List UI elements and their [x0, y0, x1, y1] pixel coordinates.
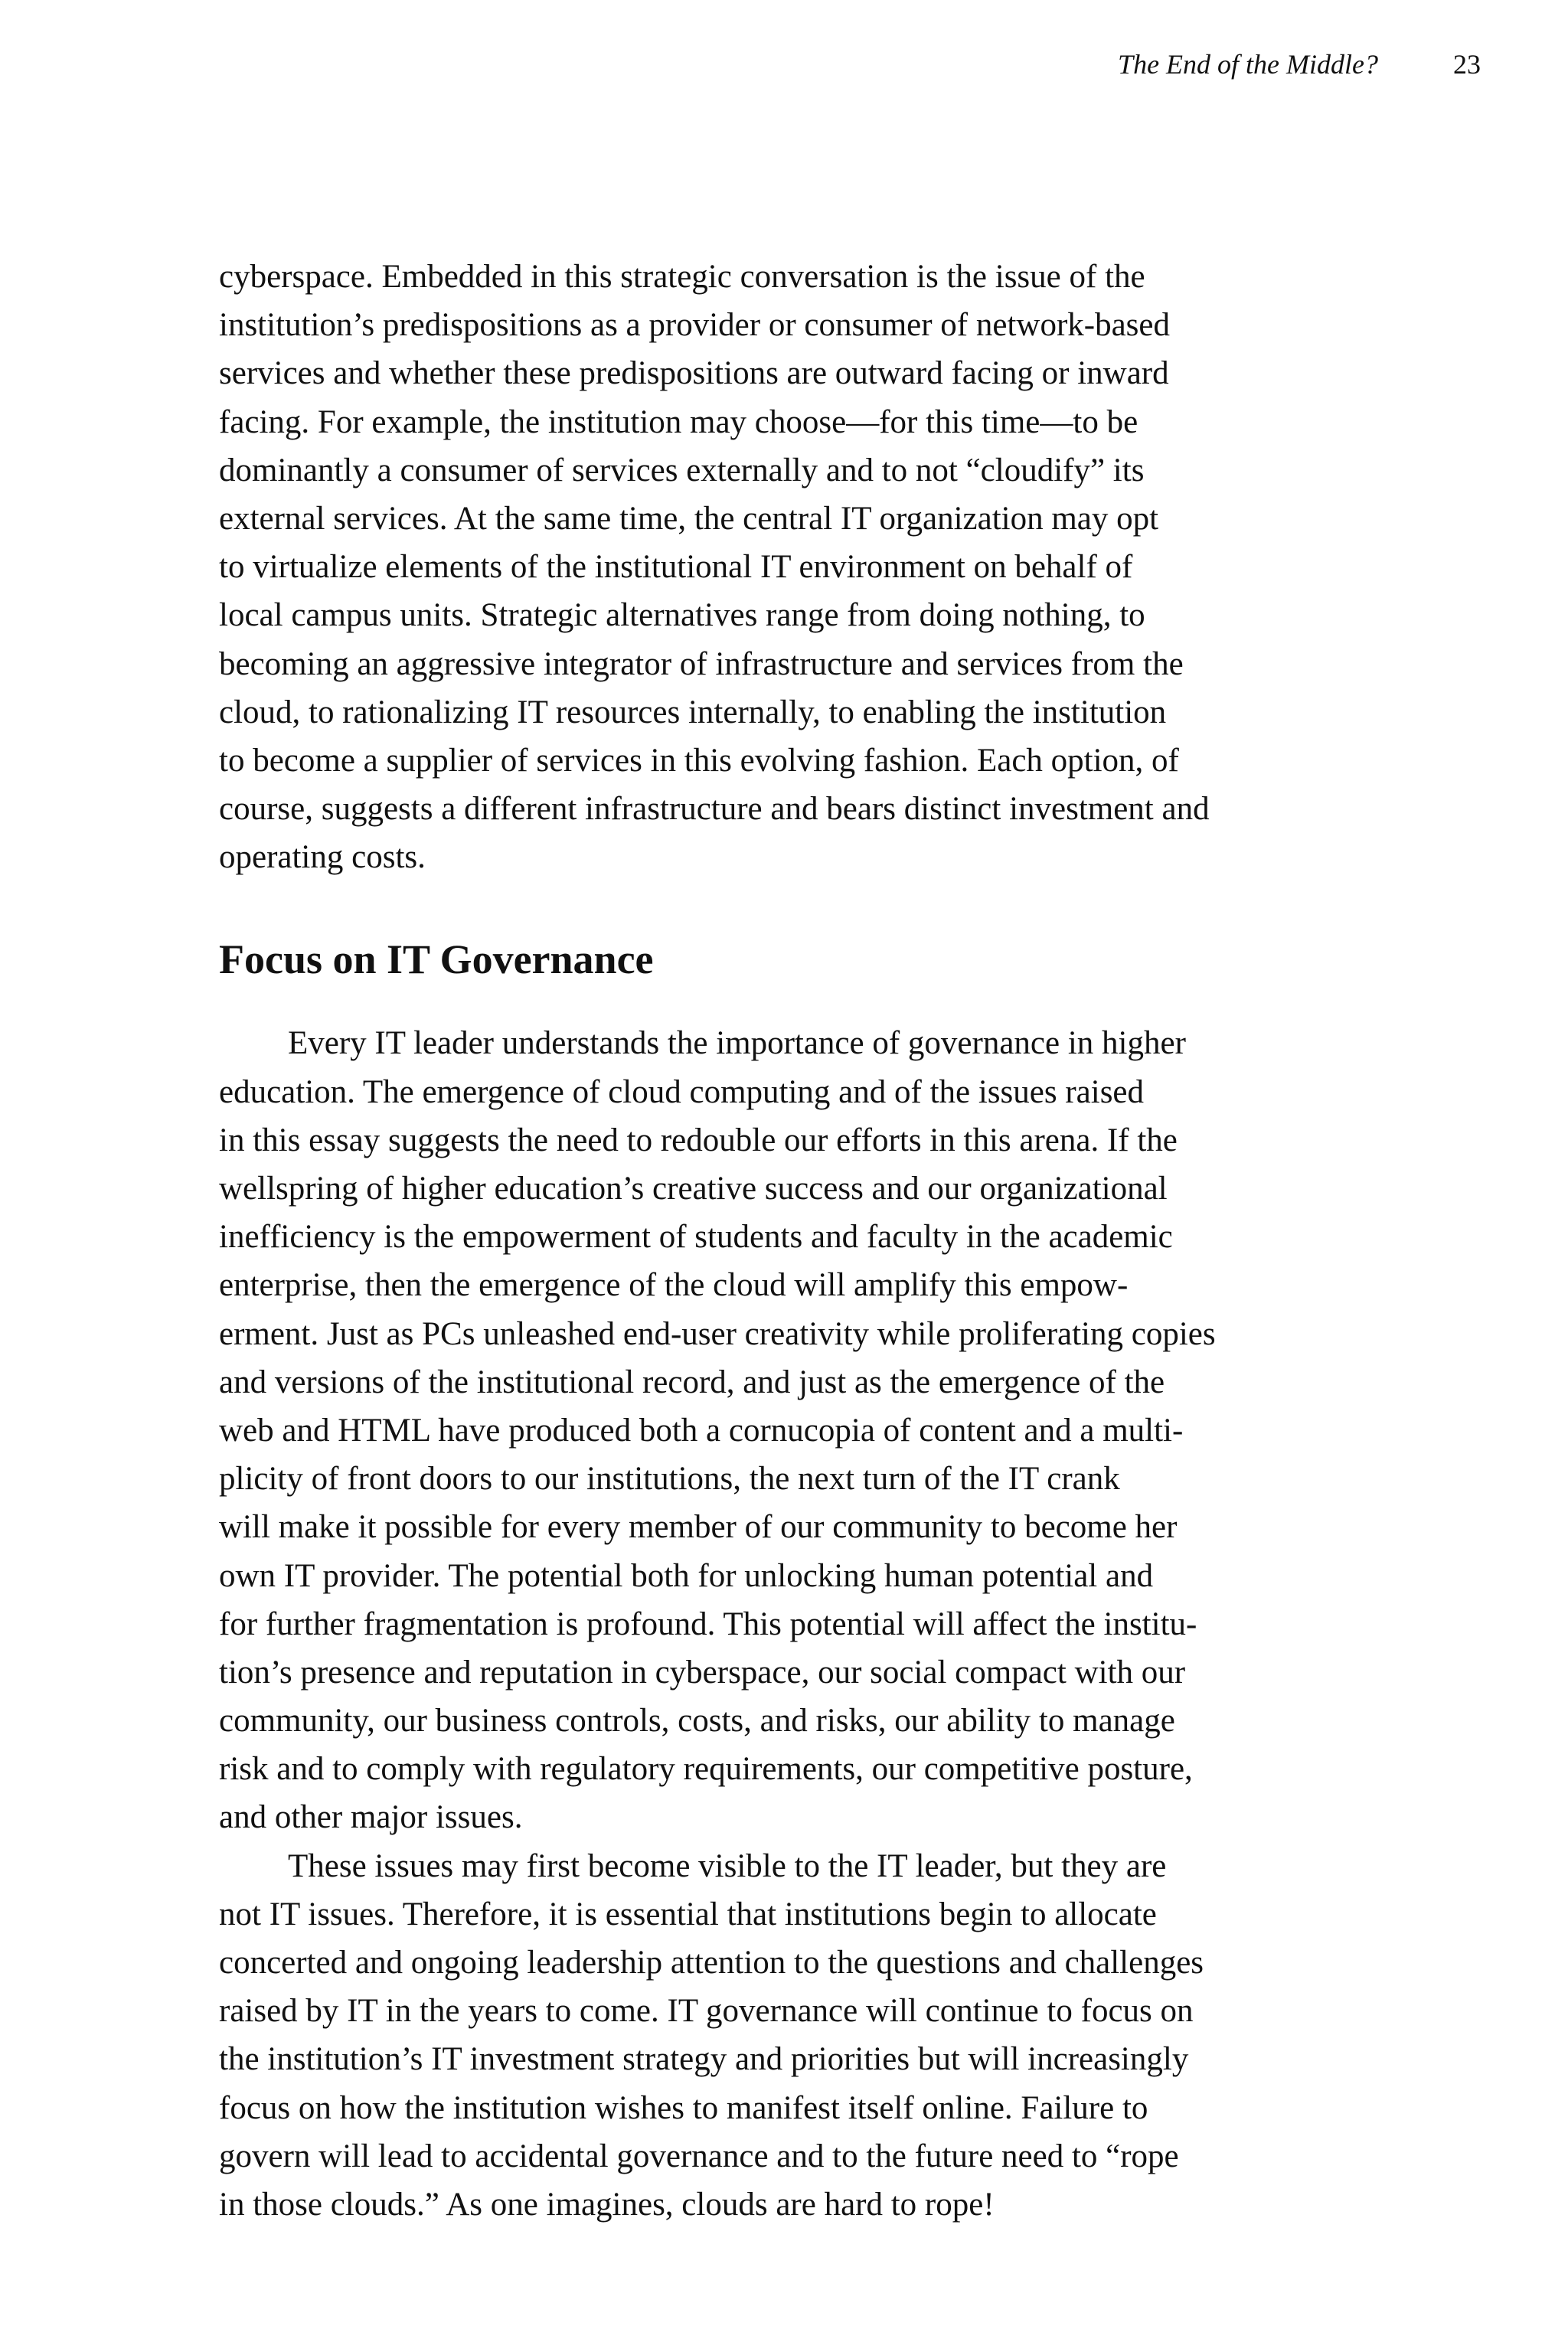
text-line: risk and to comply with regulatory requirements, our competitive posture,	[219, 1751, 1193, 1788]
text-line: raised by IT in the years to come. IT governance will continue to focus on	[219, 1993, 1194, 2030]
text-line: not IT issues. Therefore, it is essential that institutions begin to allocate	[219, 1896, 1157, 1932]
running-head	[1118, 47, 1481, 81]
paragraph-2	[219, 1019, 1367, 1841]
page-body	[219, 253, 1367, 2229]
text-line: dominantly a consumer of services externally and to not “cloudify” its	[219, 452, 1145, 488]
text-line: course, suggests a different infrastructure and bears distinct investment and	[219, 791, 1210, 828]
text-line: operating costs.	[219, 839, 426, 876]
text-line: These issues may first become visible to the IT leader, but they are	[288, 1847, 1167, 1884]
text-line: community, our business controls, costs, and risks, our ability to manage	[219, 1703, 1175, 1740]
text-line: institution’s predispositions as a provider or consumer of network-based	[219, 307, 1171, 344]
text-line: Every IT leader understands the importance of governance in higher	[288, 1025, 1186, 1062]
text-line: focus on how the institution wishes to manifest itself online. Failure to	[219, 2089, 1148, 2126]
text-line: own IT provider. The potential both for unlocking human potential and	[219, 1557, 1154, 1594]
text-line: for further fragmentation is profound. This potential will affect the institu-	[219, 1606, 1197, 1642]
text-line: inefficiency is the empowerment of students and faculty in the academic	[219, 1219, 1173, 1256]
text-line: to become a supplier of services in this evolving fashion. Each option, of	[219, 742, 1179, 779]
text-line: cloud, to rationalizing IT resources internally, to enabling the institution	[219, 694, 1167, 730]
text-line: enterprise, then the emergence of the cloud will amplify this empow-	[219, 1267, 1129, 1304]
text-line: the institution’s IT investment strategy and priorities but will increasingly	[219, 2041, 1189, 2078]
text-line: in those clouds.” As one imagines, clouds are hard to rope!	[219, 2186, 995, 2223]
paragraph-1	[219, 253, 1367, 881]
text-line: wellspring of higher education’s creative success and our organizational	[219, 1171, 1168, 1207]
text-line: erment. Just as PCs unleashed end-user creativity while proliferating copies	[219, 1315, 1216, 1352]
text-line: to virtualize elements of the institutional IT environment on behalf of	[219, 549, 1133, 586]
text-line: plicity of front doors to our institutions, the next turn of the IT crank	[219, 1461, 1120, 1498]
text-line: facing. For example, the institution may choose—for this time—to be	[219, 403, 1138, 440]
text-line: services and whether these predispositions are outward facing or inward	[219, 355, 1169, 392]
text-line: cyberspace. Embedded in this strategic conversation is the issue of the	[219, 259, 1145, 295]
text-line: education. The emergence of cloud computing and of the issues raised	[219, 1073, 1145, 1110]
text-line: web and HTML have produced both a cornucopia of content and a multi-	[219, 1412, 1184, 1449]
text-line: local campus units. Strategic alternatives range from doing nothing, to	[219, 597, 1145, 634]
paragraph-3	[219, 1842, 1367, 2230]
text-line: external services. At the same time, the central IT organization may opt	[219, 500, 1159, 537]
text-line: becoming an aggressive integrator of infrastructure and services from the	[219, 645, 1184, 682]
section-heading: Focus on IT Governance	[219, 936, 654, 983]
text-line: concerted and ongoing leadership attention to the questions and challenges	[219, 1945, 1204, 1981]
page-number: 23	[1453, 49, 1481, 80]
text-line: tion’s presence and reputation in cyberspace, our social compact with our	[219, 1654, 1186, 1690]
text-line: and versions of the institutional record, and just as the emergence of the	[219, 1364, 1165, 1400]
text-line: govern will lead to accidental governance and to the future need to “rope	[219, 2138, 1179, 2174]
text-line: and other major issues.	[219, 1799, 523, 1836]
running-title: The End of the Middle?	[1118, 49, 1378, 80]
text-line: in this essay suggests the need to redouble our efforts in this arena. If the	[219, 1122, 1178, 1158]
text-line: will make it possible for every member of our community to become her	[219, 1509, 1178, 1546]
